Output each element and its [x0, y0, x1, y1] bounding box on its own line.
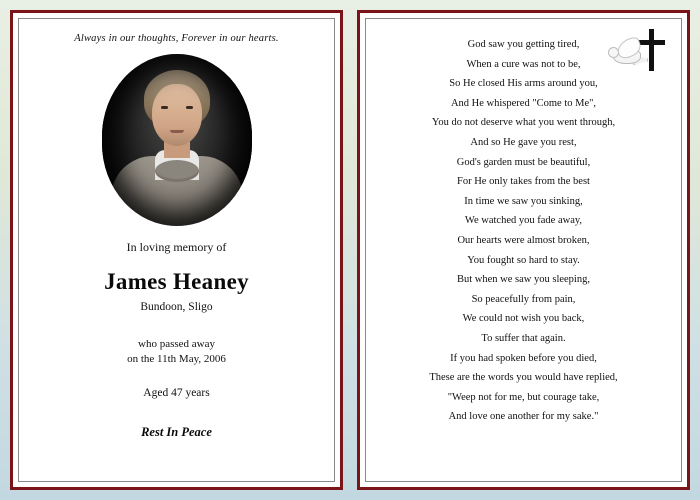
poem-line: These are the words you would have replied,	[429, 372, 618, 384]
poem-line: So peacefully from pain,	[471, 293, 576, 305]
poem-line: God saw you getting tired,	[467, 39, 580, 50]
poem-line: To suffer that again.	[481, 332, 566, 344]
poem-line: If you had spoken before you died,	[450, 352, 597, 364]
poem-line: When a cure was not to be,	[466, 58, 581, 70]
poem-line: You fought so hard to stay.	[467, 254, 580, 266]
poem-line: In time we saw you sinking,	[464, 195, 583, 207]
poem-line: And He whispered "Come to Me",	[450, 97, 597, 109]
poem-line: We watched you fade away,	[464, 215, 583, 227]
emblem-group	[605, 27, 671, 79]
poem-line: God's garden must be beautiful,	[456, 156, 591, 168]
cross-vertical	[649, 29, 654, 71]
aged-text: Aged 47 years	[143, 387, 210, 399]
poem-line: Our hearts were almost broken,	[457, 234, 590, 246]
poem-line: But when we saw you sleeping,	[457, 274, 590, 286]
portrait-photo	[102, 54, 252, 226]
right-card-content	[365, 18, 682, 482]
memorial-card-left	[10, 10, 343, 490]
poem-line: "Weep not for me, but courage take,	[447, 391, 600, 403]
poem-line: And so He gave you rest,	[470, 136, 577, 148]
memorial-card-right	[357, 10, 690, 490]
left-card-content	[18, 18, 335, 482]
passed-away-line-1: who passed away	[138, 338, 215, 350]
epitaph-text: Always in our thoughts, Forever in our hearts.	[74, 33, 279, 44]
poem-line: For He only takes from the best	[457, 176, 590, 188]
rest-in-peace-text: Rest In Peace	[141, 425, 212, 439]
poem-text	[380, 35, 667, 427]
poem-line: We could not wish you back,	[462, 313, 585, 325]
poem-line: And love one another for my sake."	[448, 411, 599, 423]
poem-line: So He closed His arms around you,	[449, 78, 598, 90]
in-loving-memory-text: In loving memory of	[126, 240, 227, 254]
dove-icon	[607, 39, 645, 69]
deceased-place: Bundoon, Sligo	[140, 301, 213, 313]
portrait-vignette	[102, 54, 252, 226]
poem-line: You do not deserve what you went through,	[431, 117, 616, 129]
passed-away-line-2: on the 11th May, 2006	[127, 353, 226, 365]
deceased-name: James Heaney	[104, 269, 249, 294]
